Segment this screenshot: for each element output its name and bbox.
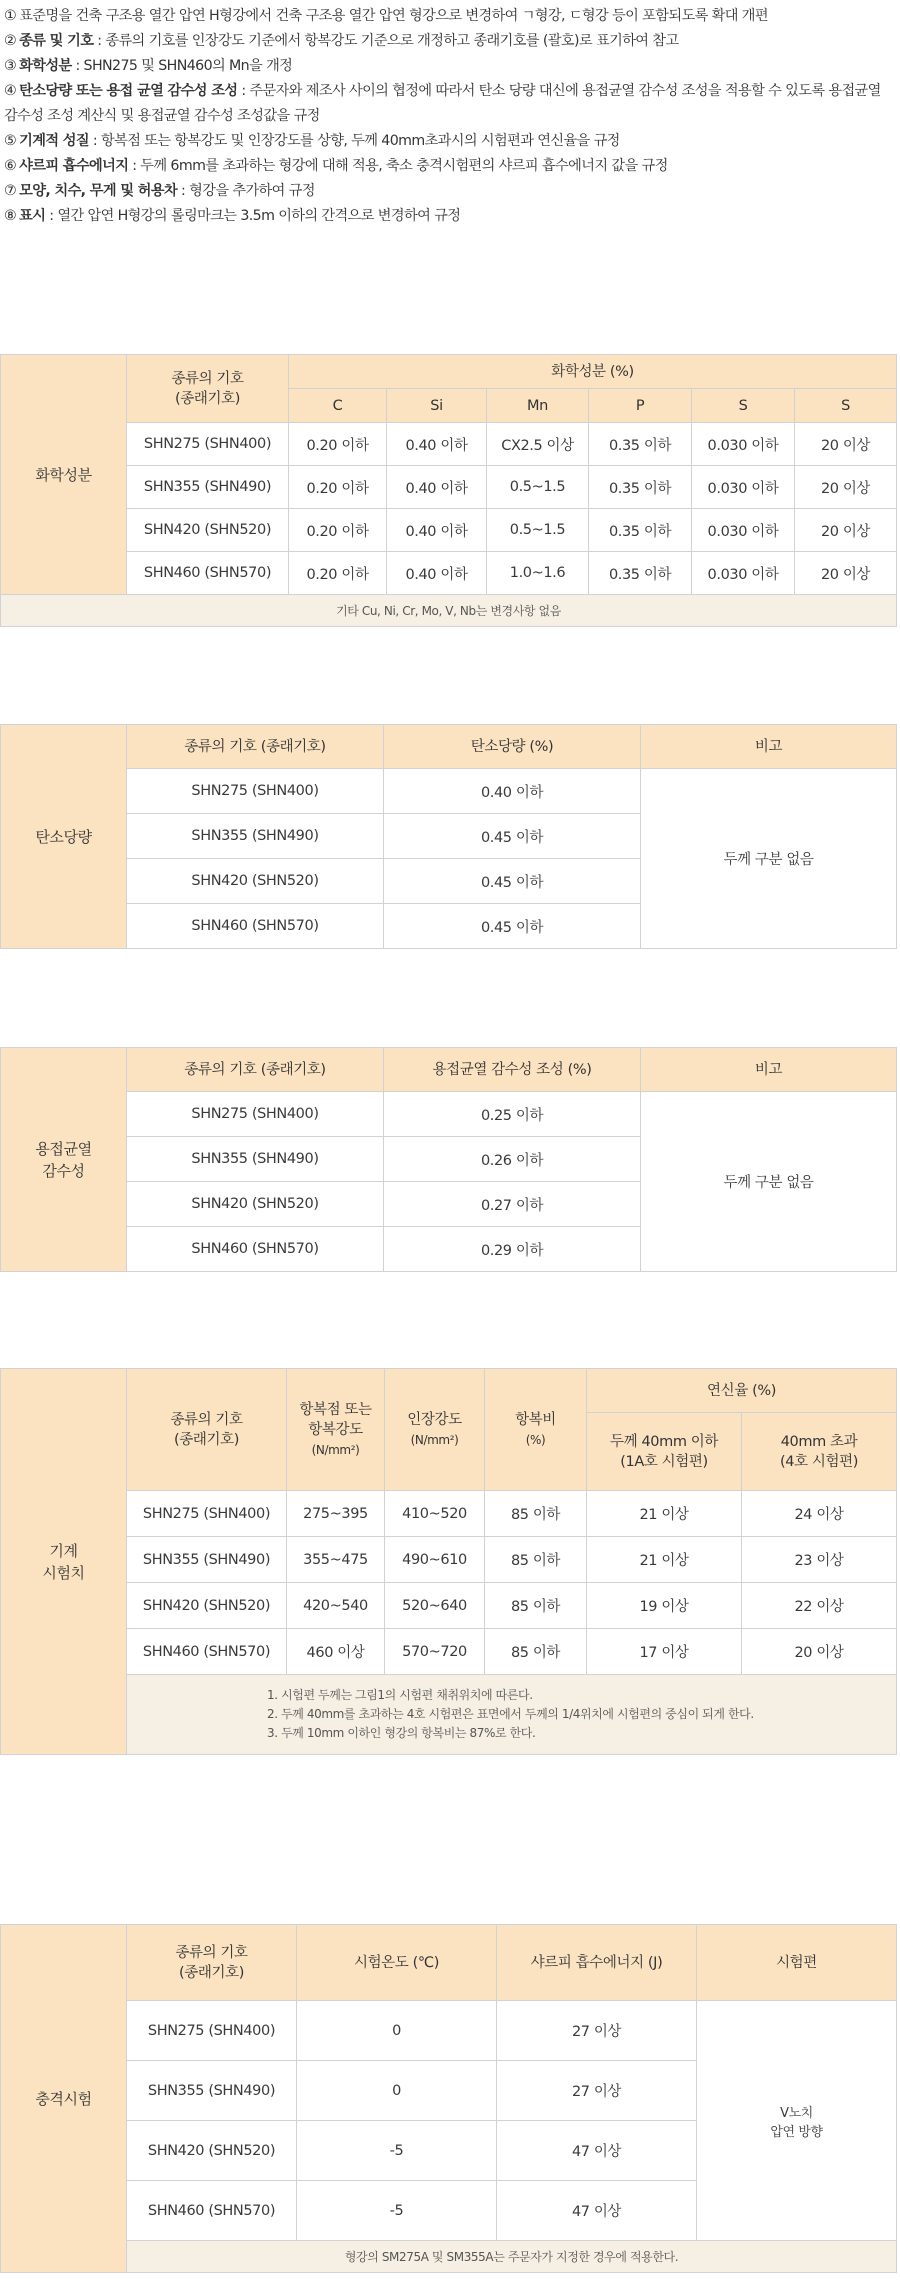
column-header: P	[589, 389, 692, 423]
mechanical-test-table	[0, 1368, 897, 1755]
test-piece-header: 시험편	[697, 1925, 897, 2001]
unit-label: (N/mm²)	[410, 1432, 459, 1447]
revision-item: ⑤ 기계적 성질 : 항복점 또는 항복강도 및 인장강도를 상향, 두께 40mm초과시의 시험편과 연신율을 규정	[4, 133, 620, 149]
yield-ratio-header	[485, 1369, 587, 1491]
test-piece-cell: V노치 압연 방향	[697, 2001, 897, 2241]
unit-label: (%)	[525, 1432, 546, 1447]
value-cell: 0.030 이하	[692, 423, 795, 466]
value-cell: 0.45 이하	[384, 904, 641, 949]
value-cell: -5	[297, 2181, 497, 2241]
section-label: 충격시험	[1, 1925, 127, 2273]
section-label: 탄소당량	[1, 725, 127, 949]
table-note: 형강의 SM275A 및 SM355A는 주문자가 지정한 경우에 적용한다.	[127, 2241, 897, 2273]
grade-cell: SHN275 (SHN400)	[127, 1092, 384, 1137]
tensile-header-label: 인장강도	[407, 1411, 462, 1428]
section-label: 용접균열 감수성	[1, 1048, 127, 1272]
value-cell: 570~720	[385, 1629, 485, 1675]
note-line: 3. 두께 10mm 이하인 형강의 항복비는 87%로 한다.	[267, 1726, 536, 1740]
value-cell: 0.5~1.5	[487, 466, 589, 509]
grade-cell: SHN355 (SHN490)	[127, 2061, 297, 2121]
value-cell: 0.45 이하	[384, 859, 641, 904]
value-cell: 21 이상	[587, 1537, 742, 1583]
table-row	[1, 1537, 897, 1583]
revision-item: ② 종류 및 기호 : 종류의 기호를 인장강도 기준에서 항복강도 기준으로 개정하고 종래기호를 (괄호)로 표기하여 참고	[4, 33, 679, 49]
chemical-composition-table	[0, 354, 897, 627]
value-cell: 0.26 이하	[384, 1137, 641, 1182]
table-row	[1, 769, 897, 814]
revision-item: ① 표준명을 건축 구조용 열간 압연 H형강에서 건축 구조용 열간 압연 형강으로 변경하여 ㄱ형강, ㄷ형강 등이 포함되도록 확대 개편	[4, 8, 768, 24]
value-cell: 0.35 이하	[589, 509, 692, 552]
grade-cell: SHN355 (SHN490)	[127, 1137, 384, 1182]
value-cell: 27 이상	[497, 2001, 697, 2061]
grade-cell: SHN355 (SHN490)	[127, 466, 289, 509]
grade-cell: SHN355 (SHN490)	[127, 1537, 287, 1583]
revision-summary-list	[4, 4, 896, 229]
value-cell: 520~640	[385, 1583, 485, 1629]
section-label: 화학성분	[1, 355, 127, 595]
table-row	[1, 1583, 897, 1629]
table-row	[1, 1491, 897, 1537]
value-header: 용접균열 감수성 조성 (%)	[384, 1048, 641, 1092]
yield-ratio-header-label: 항복비	[515, 1411, 556, 1428]
value-cell: 0	[297, 2061, 497, 2121]
value-cell: 0.45 이하	[384, 814, 641, 859]
value-cell: 23 이상	[742, 1537, 897, 1583]
column-header: Mn	[487, 389, 589, 423]
value-cell: 85 이하	[485, 1629, 587, 1675]
revision-item: ⑦ 모양, 치수, 무게 및 허용차 : 형강을 추가하여 규정	[4, 183, 315, 199]
temperature-header: 시험온도 (℃)	[297, 1925, 497, 2001]
value-cell: 0.030 이하	[692, 466, 795, 509]
value-cell: 0.030 이하	[692, 509, 795, 552]
grade-cell: SHN275 (SHN400)	[127, 1491, 287, 1537]
grade-cell: SHN275 (SHN400)	[127, 2001, 297, 2061]
value-cell: 0.35 이하	[589, 552, 692, 595]
value-cell: 22 이상	[742, 1583, 897, 1629]
section-label: 기계 시험치	[1, 1369, 127, 1755]
table-row	[1, 1629, 897, 1675]
value-cell: 460 이상	[287, 1629, 385, 1675]
table-row	[1, 509, 897, 552]
grade-cell: SHN420 (SHN520)	[127, 509, 289, 552]
column-header: C	[289, 389, 387, 423]
value-cell: 85 이하	[485, 1537, 587, 1583]
elongation-under-40-header: 두께 40mm 이하 (1A호 시험편)	[587, 1413, 742, 1491]
grade-header: 종류의 기호 (종래기호)	[127, 1925, 297, 2001]
value-cell: 0.40 이하	[387, 423, 487, 466]
column-header: S	[795, 389, 897, 423]
value-cell: 85 이하	[485, 1583, 587, 1629]
value-cell: 20 이상	[795, 423, 897, 466]
table-note: 기타 Cu, Ni, Cr, Mo, V, Nb는 변경사항 없음	[1, 595, 897, 627]
value-cell: 275~395	[287, 1491, 385, 1537]
value-cell: 47 이상	[497, 2121, 697, 2181]
grade-header: 종류의 기호 (종래기호)	[127, 1369, 287, 1491]
value-cell: 21 이상	[587, 1491, 742, 1537]
value-cell: 0.030 이하	[692, 552, 795, 595]
value-cell: 27 이상	[497, 2061, 697, 2121]
note-line: 1. 시험편 두께는 그림1의 시험편 채취위치에 따른다.	[267, 1688, 533, 1702]
tensile-header	[385, 1369, 485, 1491]
grade-cell: SHN275 (SHN400)	[127, 769, 384, 814]
value-cell: 0.27 이하	[384, 1182, 641, 1227]
charpy-energy-header: 샤르피 흡수에너지 (J)	[497, 1925, 697, 2001]
grade-cell: SHN420 (SHN520)	[127, 2121, 297, 2181]
value-cell: 47 이상	[497, 2181, 697, 2241]
unit-label: (N/mm²)	[311, 1442, 360, 1457]
value-cell: 20 이상	[795, 552, 897, 595]
revision-item: ⑧ 표시 : 열간 압연 H형강의 롤링마크는 3.5m 이하의 간격으로 변경하여 규정	[4, 208, 461, 224]
grade-cell: SHN420 (SHN520)	[127, 1583, 287, 1629]
grade-header: 종류의 기호 (종래기호)	[127, 355, 289, 423]
grade-cell: SHN275 (SHN400)	[127, 423, 289, 466]
value-cell: 0.20 이하	[289, 509, 387, 552]
value-cell: 0.35 이하	[589, 466, 692, 509]
remark-header: 비고	[641, 1048, 897, 1092]
grade-cell: SHN420 (SHN520)	[127, 1182, 384, 1227]
value-cell: 20 이상	[742, 1629, 897, 1675]
value-cell: CX2.5 이상	[487, 423, 589, 466]
remark-cell: 두께 구분 없음	[641, 1092, 897, 1272]
yield-header	[287, 1369, 385, 1491]
grade-cell: SHN460 (SHN570)	[127, 2181, 297, 2241]
composition-group-header: 화학성분 (%)	[289, 355, 897, 389]
grade-cell: SHN420 (SHN520)	[127, 859, 384, 904]
revision-item: ④ 탄소당량 또는 용접 균열 감수성 조성 : 주문자와 제조사 사이의 협정에 따라서 탄소 당량 대신에 용접균열 감수성 조성을 적용할 수 있도록 용접균열 감수성 조성 계산식 및 용접균열 감수성 조성값을 규정	[4, 83, 881, 124]
grade-header: 종류의 기호 (종래기호)	[127, 1048, 384, 1092]
grade-cell: SHN355 (SHN490)	[127, 814, 384, 859]
value-cell: 490~610	[385, 1537, 485, 1583]
value-cell: 0	[297, 2001, 497, 2061]
carbon-equivalent-table	[0, 724, 897, 949]
grade-header: 종류의 기호 (종래기호)	[127, 725, 384, 769]
elongation-over-40-header: 40mm 초과 (4호 시험편)	[742, 1413, 897, 1491]
grade-cell: SHN460 (SHN570)	[127, 1629, 287, 1675]
note-line: 2. 두께 40mm를 초과하는 4호 시험편은 표면에서 두께의 1/4위치에 시험편의 중심이 되게 한다.	[267, 1707, 754, 1721]
value-cell: 0.20 이하	[289, 423, 387, 466]
remark-header: 비고	[641, 725, 897, 769]
impact-test-table	[0, 1924, 897, 2273]
value-cell: 410~520	[385, 1491, 485, 1537]
table-row	[1, 2001, 897, 2061]
weld-crack-sensitivity-table	[0, 1047, 897, 1272]
value-cell: 0.20 이하	[289, 552, 387, 595]
value-cell: 420~540	[287, 1583, 385, 1629]
value-cell: 19 이상	[587, 1583, 742, 1629]
elongation-group-header: 연신율 (%)	[587, 1369, 897, 1413]
revision-item: ③ 화학성분 : SHN275 및 SHN460의 Mn을 개정	[4, 58, 293, 74]
value-cell: 0.40 이하	[384, 769, 641, 814]
grade-cell: SHN460 (SHN570)	[127, 1227, 384, 1272]
value-cell: 0.40 이하	[387, 509, 487, 552]
table-row	[1, 423, 897, 466]
column-header: Si	[387, 389, 487, 423]
value-cell: 0.40 이하	[387, 552, 487, 595]
value-cell: 1.0~1.6	[487, 552, 589, 595]
value-cell: 24 이상	[742, 1491, 897, 1537]
revision-item: ⑥ 샤르피 흡수에너지 : 두께 6mm를 초과하는 형강에 대해 적용, 축소 충격시험편의 샤르피 흡수에너지 값을 규정	[4, 158, 668, 174]
value-cell: 20 이상	[795, 509, 897, 552]
value-cell: 0.29 이하	[384, 1227, 641, 1272]
value-cell: -5	[297, 2121, 497, 2181]
remark-cell: 두께 구분 없음	[641, 769, 897, 949]
value-cell: 17 이상	[587, 1629, 742, 1675]
yield-header-label: 항복점 또는 항복강도	[299, 1401, 372, 1438]
value-cell: 0.20 이하	[289, 466, 387, 509]
grade-cell: SHN460 (SHN570)	[127, 552, 289, 595]
value-header: 탄소당량 (%)	[384, 725, 641, 769]
table-row	[1, 1092, 897, 1137]
value-cell: 355~475	[287, 1537, 385, 1583]
value-cell: 0.40 이하	[387, 466, 487, 509]
table-row	[1, 552, 897, 595]
value-cell: 0.25 이하	[384, 1092, 641, 1137]
value-cell: 0.35 이하	[589, 423, 692, 466]
table-row	[1, 466, 897, 509]
value-cell: 20 이상	[795, 466, 897, 509]
value-cell: 0.5~1.5	[487, 509, 589, 552]
column-header: S	[692, 389, 795, 423]
grade-cell: SHN460 (SHN570)	[127, 904, 384, 949]
value-cell: 85 이하	[485, 1491, 587, 1537]
table-notes	[127, 1675, 897, 1755]
